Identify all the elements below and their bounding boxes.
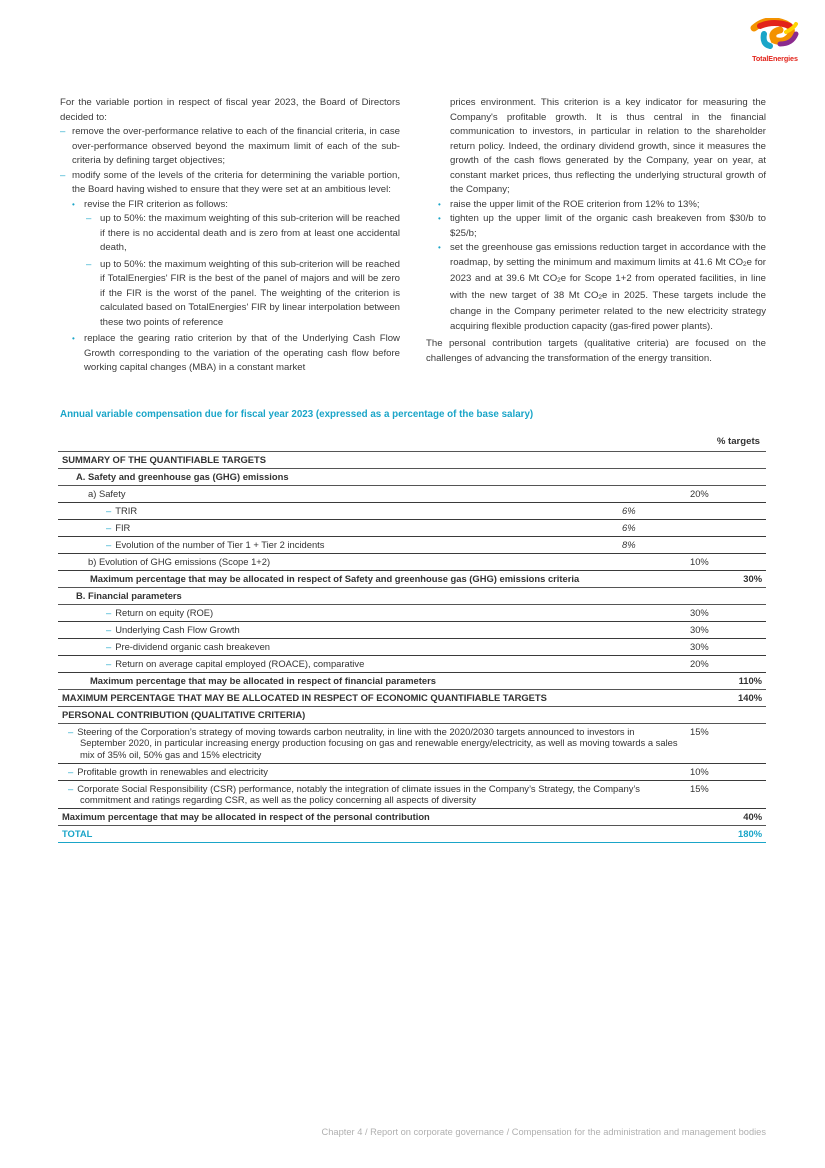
table-row: – FIR 6% [58,519,766,536]
list-item: • raise the upper limit of the ROE criterion from 12% to 13%; [438,198,700,210]
table-row: – Profitable growth in renewables and electricity 10% [58,763,766,780]
left-column [60,96,400,376]
table-row: – Pre-dividend organic cash breakeven 30% [58,638,766,655]
targets-column-header: % targets [716,436,760,447]
table-row: MAXIMUM PERCENTAGE THAT MAY BE ALLOCATED IN RESPECT OF ECONOMIC QUANTIFIABLE TARGETS 140% [58,689,766,706]
table-row: – Return on equity (ROE) 30% [58,604,766,621]
table-row: – Return on average capital employed (ROACE), comparative 20% [58,655,766,672]
table-row: – Corporate Social Responsibility (CSR) performance, notably the integration of climate issues in the Company’s Strategy, the Company’s commitment and ratings regarding CSR, as well as the policy concerning all aspects of diversity 15% [58,780,766,808]
list-item: • revise the FIR criterion as follows: [72,198,228,210]
table-total-row: TOTAL 180% [58,825,766,842]
list-item: – up to 50%: the maximum weighting of this sub-criterion will be reached if there is no accidental death and is zero from at least one accidental death, [86,213,400,253]
intro-paragraph: For the variable portion in respect of fiscal year 2023, the Board of Directors decided to: [60,97,400,123]
list-item: – modify some of the levels of the criteria for determining the variable portion, the Board having wished to ensure that they were set at an ambitious level: [60,169,400,195]
logo-wordmark: TotalEnergies [752,54,798,63]
table-row: A. Safety and greenhouse gas (GHG) emissions [58,468,766,485]
list-item: – remove the over-performance relative to each of the financial criteria, in case over-performance observed beyond the maximum limit of each of the sub-criteria by defining target objectives; [60,126,400,166]
compensation-table [58,451,766,843]
table-row: – Steering of the Corporation’s strategy of moving towards carbon neutrality, in line with the 2020/2030 targets announced to investors in September 2020, in particular increasing energy production focusing on gas and renewable energy/electricity, as well as moving towards a sales mix of 35% oil, 50% gas and 15% electricity 15% [58,723,766,763]
table-row: Maximum percentage that may be allocated in respect of the personal contribution 40% [58,808,766,825]
right-column [426,96,766,366]
closing-paragraph: The personal contribution targets (qualitative criteria) are focused on the challenges of advancing the transformation of the energy transition. [426,338,766,364]
table-row: – Evolution of the number of Tier 1 + Tier 2 incidents 8% [58,536,766,553]
table-row: B. Financial parameters [58,587,766,604]
table-row: PERSONAL CONTRIBUTION (QUALITATIVE CRITERIA) [58,706,766,723]
totalenergies-logo [742,18,808,66]
table-row: – TRIR 6% [58,502,766,519]
table-row: Maximum percentage that may be allocated in respect of financial parameters 110% [58,672,766,689]
table-row: b) Evolution of GHG emissions (Scope 1+2) 10% [58,553,766,570]
page-footer: Chapter 4 / Report on corporate governance / Compensation for the administration and management bodies [321,1127,766,1137]
table-row: SUMMARY OF THE QUANTIFIABLE TARGETS [58,452,766,469]
list-item: • set the greenhouse gas emissions reduction target in accordance with the roadmap, by setting the minimum and maximum limits at 41.6 Mt CO2e for 2023 and at 39.6 Mt CO2e for Scope 1+2 from operated facilities, in line with the new target of 38 Mt CO2e in 2025. These targets include the change in the Company perimeter related to the new electricity strategy acquiring flexible production capacity (gas-fired power plants). [438,242,766,332]
table-row: Maximum percentage that may be allocated in respect of Safety and greenhouse gas (GHG) emissions criteria 30% [58,570,766,587]
table-row: a) Safety 20% [58,485,766,502]
list-item: – up to 50%: the maximum weighting of this sub-criterion will be reached if TotalEnergies' FIR is the best of the panel of majors and will be zero if the FIR is the worst of the panel. The weighting of the criterion is calculated based on TotalEnergies' FIR by linear interpolation between these two points of reference [86,258,400,328]
list-item: • replace the gearing ratio criterion by that of the Underlying Cash Flow Growth corresponding to the variation of the operating cash flow before working capital changes (MBA) in a constant market [72,333,400,373]
table-title: Annual variable compensation due for fiscal year 2023 (expressed as a percentage of the base salary) [60,409,534,420]
logo-mark-icon [750,18,800,52]
table-row: – Underlying Cash Flow Growth 30% [58,621,766,638]
list-item-continued: prices environment. This criterion is a key indicator for measuring the Company's profitable growth. It is thus central in the financial communication to investors, in particular in relation to the shareholder return policy. Indeed, the ordinary dividend growth, since it measures the growth of the cash flows generated by the Company, year on year, at constant market prices, thus reflecting the underlying structural growth of the Company; [450,97,766,195]
list-item: • tighten up the upper limit of the organic cash breakeven from $30/b to $25/b; [438,213,766,239]
